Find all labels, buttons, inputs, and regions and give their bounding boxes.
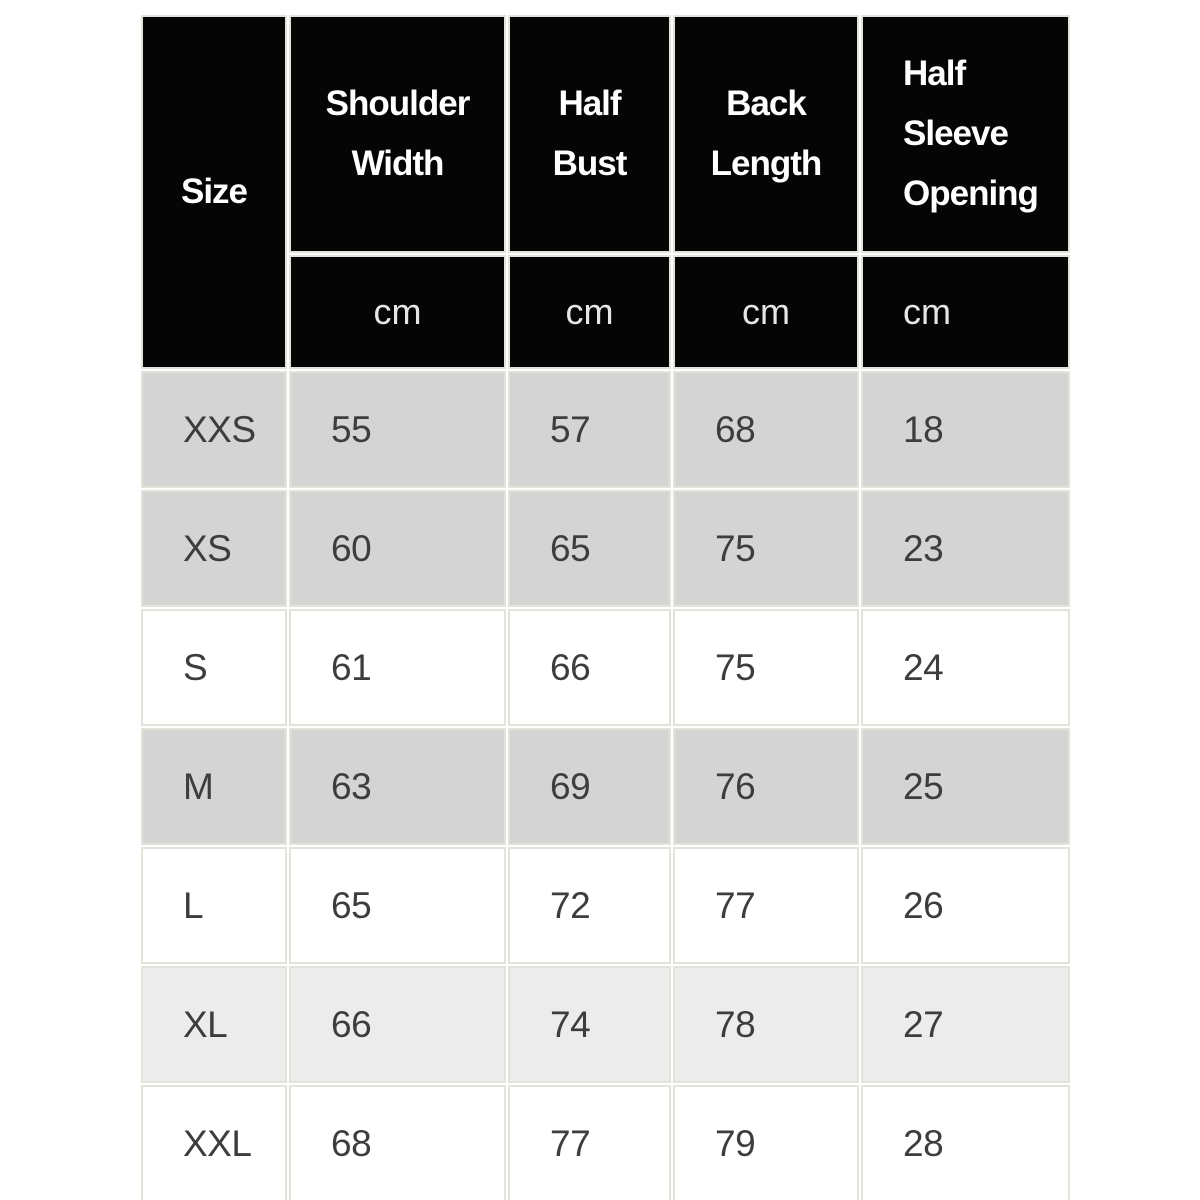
size-cell: XXL (141, 1085, 287, 1200)
size-cell: XXS (141, 371, 287, 488)
value-cell: 66 (289, 966, 506, 1083)
value-cell: 63 (289, 728, 506, 845)
value-cell: 27 (861, 966, 1070, 1083)
table-row-xxl (141, 1085, 1070, 1200)
value-cell: 24 (861, 609, 1070, 726)
col-header-half-bust: Half Bust (508, 15, 671, 253)
size-cell: XS (141, 490, 287, 607)
value-cell: 68 (289, 1085, 506, 1200)
table-row-xxs (141, 371, 1070, 488)
value-cell: 72 (508, 847, 671, 964)
size-cell: M (141, 728, 287, 845)
value-cell: 55 (289, 371, 506, 488)
unit-cell-shoulder-width: cm (289, 255, 506, 369)
size-column-header: Size (141, 15, 287, 369)
value-cell: 65 (289, 847, 506, 964)
unit-cell-back-length: cm (673, 255, 859, 369)
value-cell: 61 (289, 609, 506, 726)
value-cell: 60 (289, 490, 506, 607)
table-row-l (141, 847, 1070, 964)
table-row-m (141, 728, 1070, 845)
value-cell: 77 (508, 1085, 671, 1200)
col-header-shoulder-width: Shoulder Width (289, 15, 506, 253)
value-cell: 79 (673, 1085, 859, 1200)
value-cell: 65 (508, 490, 671, 607)
header-row (141, 15, 1070, 253)
value-cell: 75 (673, 609, 859, 726)
value-cell: 57 (508, 371, 671, 488)
size-cell: S (141, 609, 287, 726)
table-row-xs (141, 490, 1070, 607)
value-cell: 77 (673, 847, 859, 964)
value-cell: 26 (861, 847, 1070, 964)
unit-cell-half-sleeve-opening: cm (861, 255, 1070, 369)
value-cell: 23 (861, 490, 1070, 607)
size-cell: L (141, 847, 287, 964)
size-chart-table (139, 13, 1072, 1200)
value-cell: 18 (861, 371, 1070, 488)
value-cell: 68 (673, 371, 859, 488)
table-row-xl (141, 966, 1070, 1083)
value-cell: 74 (508, 966, 671, 1083)
col-header-half-sleeve-opening: Half Sleeve Opening (861, 15, 1070, 253)
value-cell: 78 (673, 966, 859, 1083)
value-cell: 25 (861, 728, 1070, 845)
value-cell: 69 (508, 728, 671, 845)
unit-cell-half-bust: cm (508, 255, 671, 369)
value-cell: 66 (508, 609, 671, 726)
col-header-back-length: Back Length (673, 15, 859, 253)
value-cell: 75 (673, 490, 859, 607)
value-cell: 28 (861, 1085, 1070, 1200)
size-cell: XL (141, 966, 287, 1083)
value-cell: 76 (673, 728, 859, 845)
table-row-s (141, 609, 1070, 726)
